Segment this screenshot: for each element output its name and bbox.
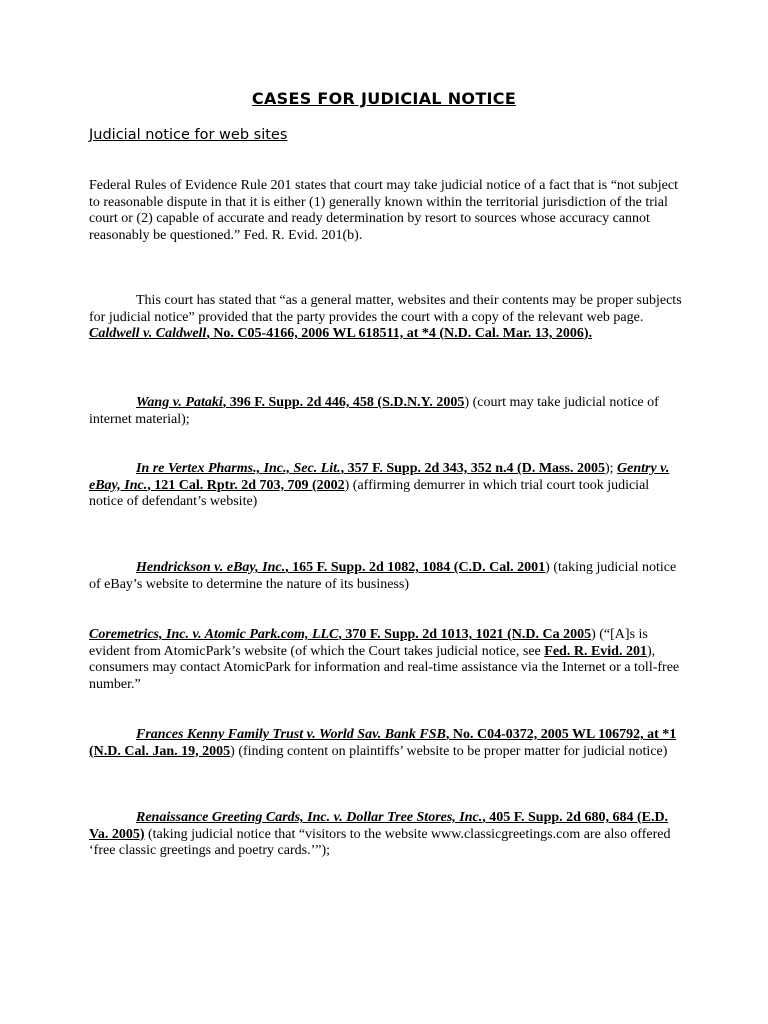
case-name: Wang v. Pataki [136, 395, 223, 410]
case-reporter: , 121 Cal. Rptr. 2d 703, 709 (2002 [147, 477, 345, 493]
case-separator: ); [604, 461, 614, 476]
intro-paragraph: Federal Rules of Evidence Rule 201 states that court may take judicial notice of a fact that is “not subject to reasonable dispute in that it is either (1) generally known within the territorial jurisdiction of the trial court or (2) capable of accurate and ready determination by resort to sources whose accuracy cannot reasonably be questioned.” Fed. R. Evid. 201(b). [89, 178, 678, 243]
case-parenthetical: ) (taking judicial notice of eBay’s website to determine the nature of its business) [89, 560, 677, 592]
case-paragraph-kenny [89, 727, 683, 760]
case-parenthetical: ) (court may take judicial notice of internet material); [89, 395, 659, 427]
case-paragraph-vertex-gentry [89, 461, 683, 511]
case-reporter: , 405 F. Supp. 2d 680, 684 (E.D. Va. 2005) [89, 810, 669, 842]
case-name: Hendrickson v. eBay, Inc. [136, 560, 286, 575]
case-paragraph-wang [89, 395, 683, 428]
page-title: CASES FOR JUDICIAL NOTICE [251, 89, 517, 108]
case-citation[interactable] [89, 326, 592, 341]
case-reporter: , No. C04-0372, 2005 WL 106792, at *1 (N.D. Cal. Jan. 19, 2005 [89, 727, 677, 759]
statement-text: This court has stated that “as a general matter, websites and their contents may be proper subjects for judicial notice” provided that the party provides the court with a copy of the relevant web page. [89, 293, 682, 325]
case-name: In re Vertex Pharms., Inc., Sec. Lit. [136, 461, 341, 476]
case-name: Renaissance Greeting Cards, Inc. v. Dollar Tree Stores, Inc. [136, 810, 483, 825]
case-citation[interactable] [136, 395, 464, 410]
case-citation[interactable] [89, 627, 591, 642]
case-reporter: , 396 F. Supp. 2d 446, 458 (S.D.N.Y. 2005 [222, 395, 465, 410]
case-citation[interactable] [136, 560, 545, 575]
case-reporter: , 165 F. Supp. 2d 1082, 1084 (C.D. Cal. 2001 [285, 560, 546, 575]
case-parenthetical: ) (finding content on plaintiffs’ website to be proper matter for judicial notice) [230, 743, 668, 759]
case-reporter: , 370 F. Supp. 2d 1013, 1021 (N.D. Ca 2005 [338, 627, 592, 642]
case-citation[interactable] [136, 461, 605, 476]
case-paragraph-coremetrics [89, 627, 683, 693]
case-name: Caldwell v. Caldwell [89, 326, 207, 341]
rule-citation[interactable]: Fed. R. Evid. 201 [544, 643, 647, 659]
court-statement-paragraph [89, 293, 683, 343]
case-parenthetical: ) (affirming demurrer in which trial court took judicial notice of defendant’s website) [89, 477, 650, 509]
section-heading: Judicial notice for web sites [89, 127, 288, 143]
case-name: Frances Kenny Family Trust v. World Sav. Bank FSB [136, 727, 446, 742]
case-parenthetical-end: ), consumers may contact AtomicPark for information and real-time assistance via the Internet or a toll-free number.” [89, 643, 680, 692]
case-parenthetical: ) (“[A]s is evident from AtomicPark’s website (of which the Court takes judicial notice, see [89, 627, 648, 659]
case-paragraph-hendrickson [89, 560, 683, 593]
case-paragraph-renaissance [89, 810, 683, 860]
case-parenthetical: (taking judicial notice that “visitors to the website www.classicgreetings.com are also offered ‘free classic greetings and poetry cards.’”); [89, 826, 671, 858]
case-name: Coremetrics, Inc. v. Atomic Park.com, LLC [89, 627, 339, 642]
case-reporter: , No. C05-4166, 2006 WL 618511, at *4 (N.D. Cal. Mar. 13, 2006). [206, 326, 593, 341]
case-name: Gentry v. eBay, Inc. [89, 461, 670, 493]
case-reporter: , 357 F. Supp. 2d 343, 352 n.4 (D. Mass. 2005 [340, 461, 605, 476]
